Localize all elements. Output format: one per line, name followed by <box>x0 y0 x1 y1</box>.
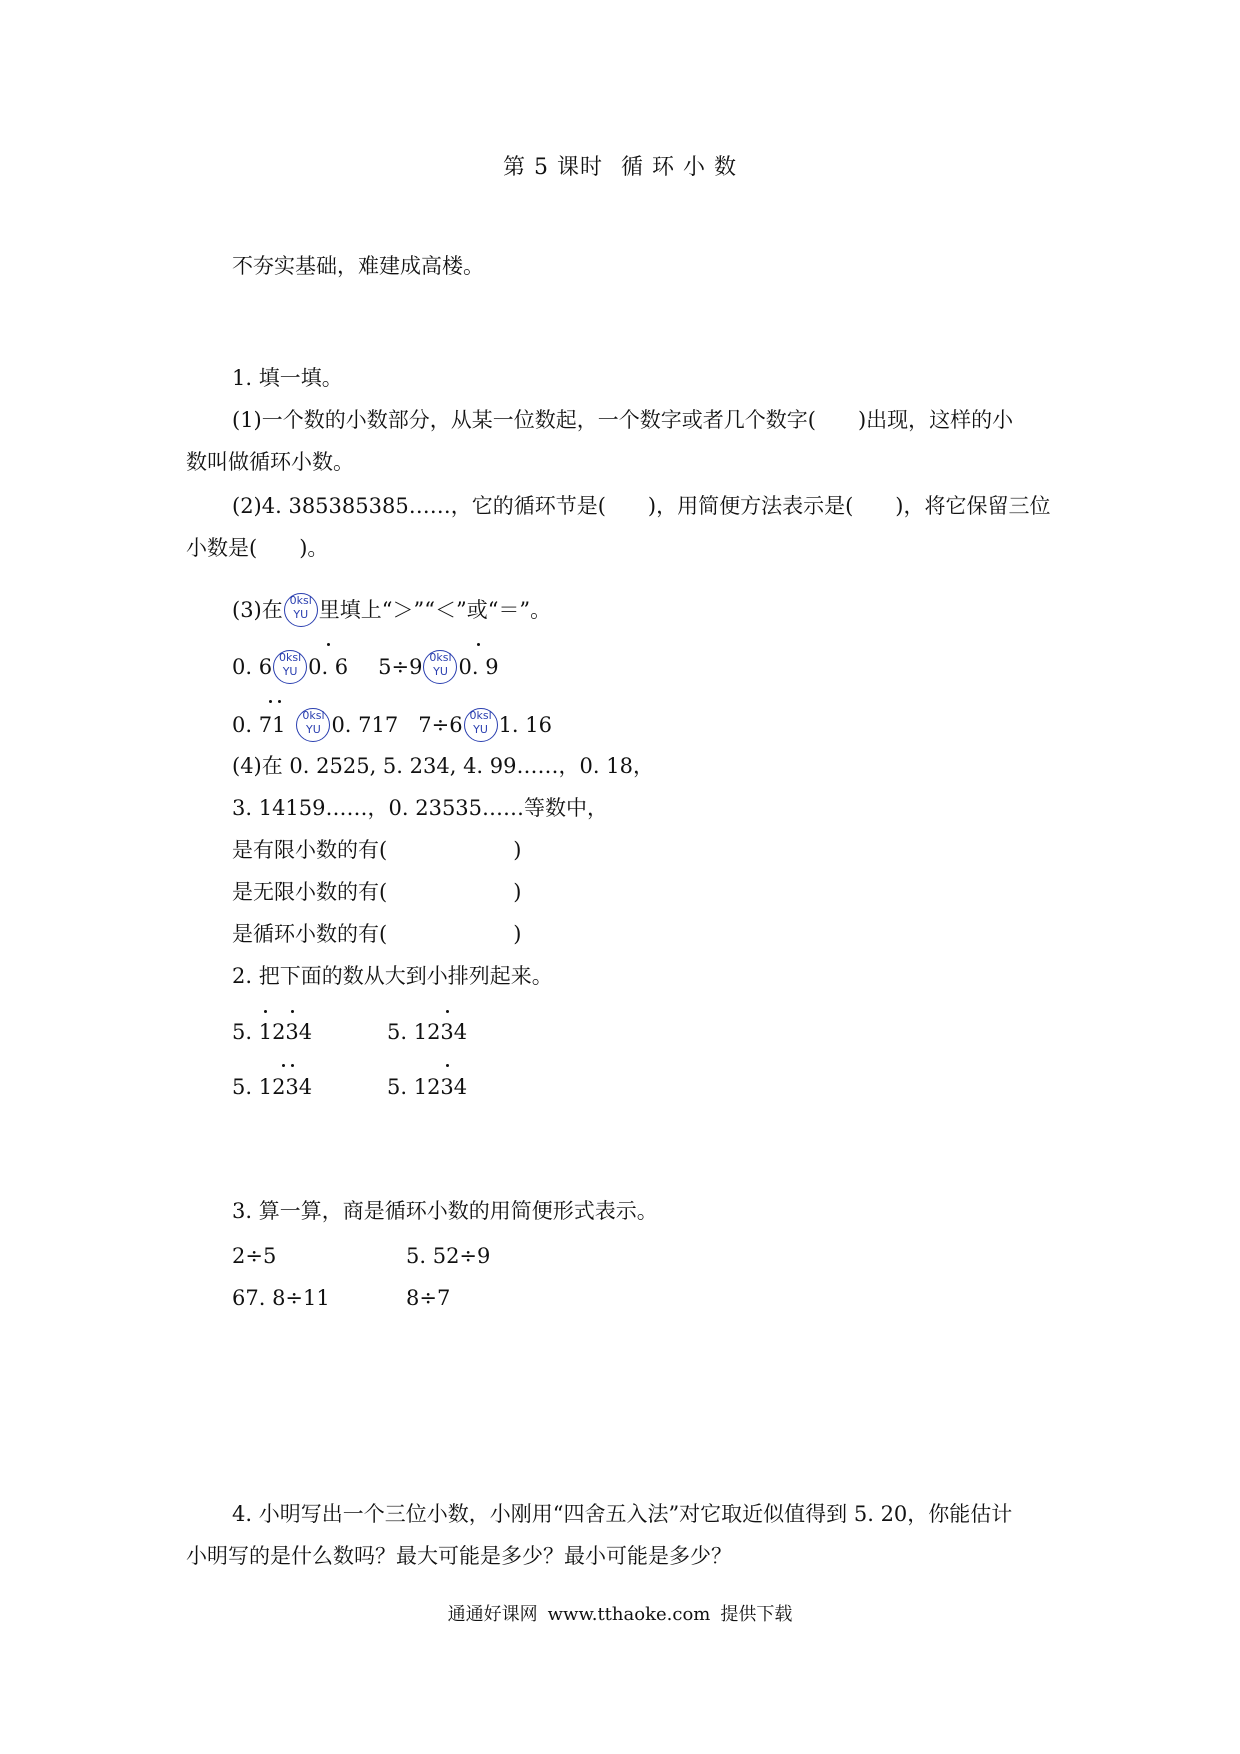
repeat-dot <box>446 1064 449 1067</box>
repeat-dot <box>282 1064 285 1067</box>
compare-row-2 <box>232 708 552 742</box>
q3-expr-1: 2÷5 <box>232 1244 277 1268</box>
repeat-dot <box>446 1010 449 1013</box>
cmp1-left: 0. 6 <box>232 655 273 679</box>
answer-circle-icon: 0ksl YU <box>284 593 318 627</box>
q3-expr-2: 5. 52÷9 <box>406 1244 491 1268</box>
cmp1-right: 0. 6 <box>308 655 349 679</box>
q1-p3-instruction: (3)在 0ksl YU 里填上“＞”“＜”或“＝”。 <box>232 593 551 627</box>
cmp4-right: 1. 16 <box>498 713 552 737</box>
lesson-topic: 循 环 小 数 <box>621 155 737 180</box>
repeat-dot <box>291 1010 294 1013</box>
footer-url[interactable]: www.tthaoke.com <box>547 1604 711 1625</box>
compare-row-1 <box>232 650 499 684</box>
page-title <box>0 150 1240 181</box>
q1-heading: 1. 填一填。 <box>232 366 343 390</box>
q2-heading: 2. 把下面的数从大到小排列起来。 <box>232 964 553 988</box>
q1-p1-line2: 数叫做循环小数。 <box>186 450 354 474</box>
q1-p4-line2: 3. 14159……，0. 23535……等数中， <box>232 796 609 820</box>
q1-p1-line1: (1)一个数的小数部分，从某一位数起，一个数字或者几个数字( )出现，这样的小 <box>232 408 1014 432</box>
q1-p2-line2: 小数是( )。 <box>186 536 329 560</box>
cmp3-right: 0. 717 <box>331 713 399 737</box>
footer-note: 提供下载 <box>720 1604 793 1625</box>
q3-heading: 3. 算一算，商是循环小数的用简便形式表示。 <box>232 1199 658 1223</box>
lesson-number: 第 5 课时 <box>503 155 603 180</box>
intro-text: 不夯实基础，难建成高楼。 <box>232 254 484 278</box>
repeat-dot <box>264 1010 267 1013</box>
q2-number-4: 5. 1234 <box>387 1075 468 1099</box>
page-footer <box>0 1600 1240 1626</box>
q4-line2: 小明写的是什么数吗？最大可能是多少？最小可能是多少？ <box>186 1544 732 1568</box>
q4-line1: 4. 小明写出一个三位小数，小刚用“四舍五入法”对它取近似值得到 5. 20，你能估计 <box>232 1502 1013 1526</box>
infinite-decimals-line: 是无限小数的有( ) <box>232 880 522 904</box>
q1-p4-line1: (4)在 0. 2525, 5. 234, 4. 99……，0. 18， <box>232 754 654 778</box>
repeating-decimals-line: 是循环小数的有( ) <box>232 922 522 946</box>
repeat-dot <box>278 700 281 703</box>
repeat-dot <box>327 643 330 646</box>
cmp2-left: 5÷9 <box>378 655 423 679</box>
repeat-dot <box>291 1064 294 1067</box>
footer-site: 通通好课网 <box>447 1604 538 1625</box>
q2-number-1: 5. 1234 <box>232 1020 313 1044</box>
compare-circle-icon[interactable]: 0ksl YU <box>423 650 457 684</box>
q1-p2-line1: (2)4. 385385385……，它的循环节是( )，用简便方法表示是( )，将它保留三位 <box>232 494 1051 518</box>
repeat-dot <box>477 643 480 646</box>
q3-expr-3: 67. 8÷11 <box>232 1286 330 1310</box>
cmp4-left: 7÷6 <box>418 713 463 737</box>
compare-circle-icon[interactable]: 0ksl YU <box>296 708 330 742</box>
cmp3-left: 0. 71 <box>232 713 286 737</box>
q2-number-3: 5. 1234 <box>232 1075 313 1099</box>
compare-circle-icon[interactable]: 0ksl YU <box>464 708 498 742</box>
q3-expr-4: 8÷7 <box>406 1286 451 1310</box>
finite-decimals-line: 是有限小数的有( ) <box>232 838 522 862</box>
q2-number-2: 5. 1234 <box>387 1020 468 1044</box>
compare-circle-icon[interactable]: 0ksl YU <box>273 650 307 684</box>
cmp2-right: 0. 9 <box>458 655 499 679</box>
repeat-dot <box>269 700 272 703</box>
